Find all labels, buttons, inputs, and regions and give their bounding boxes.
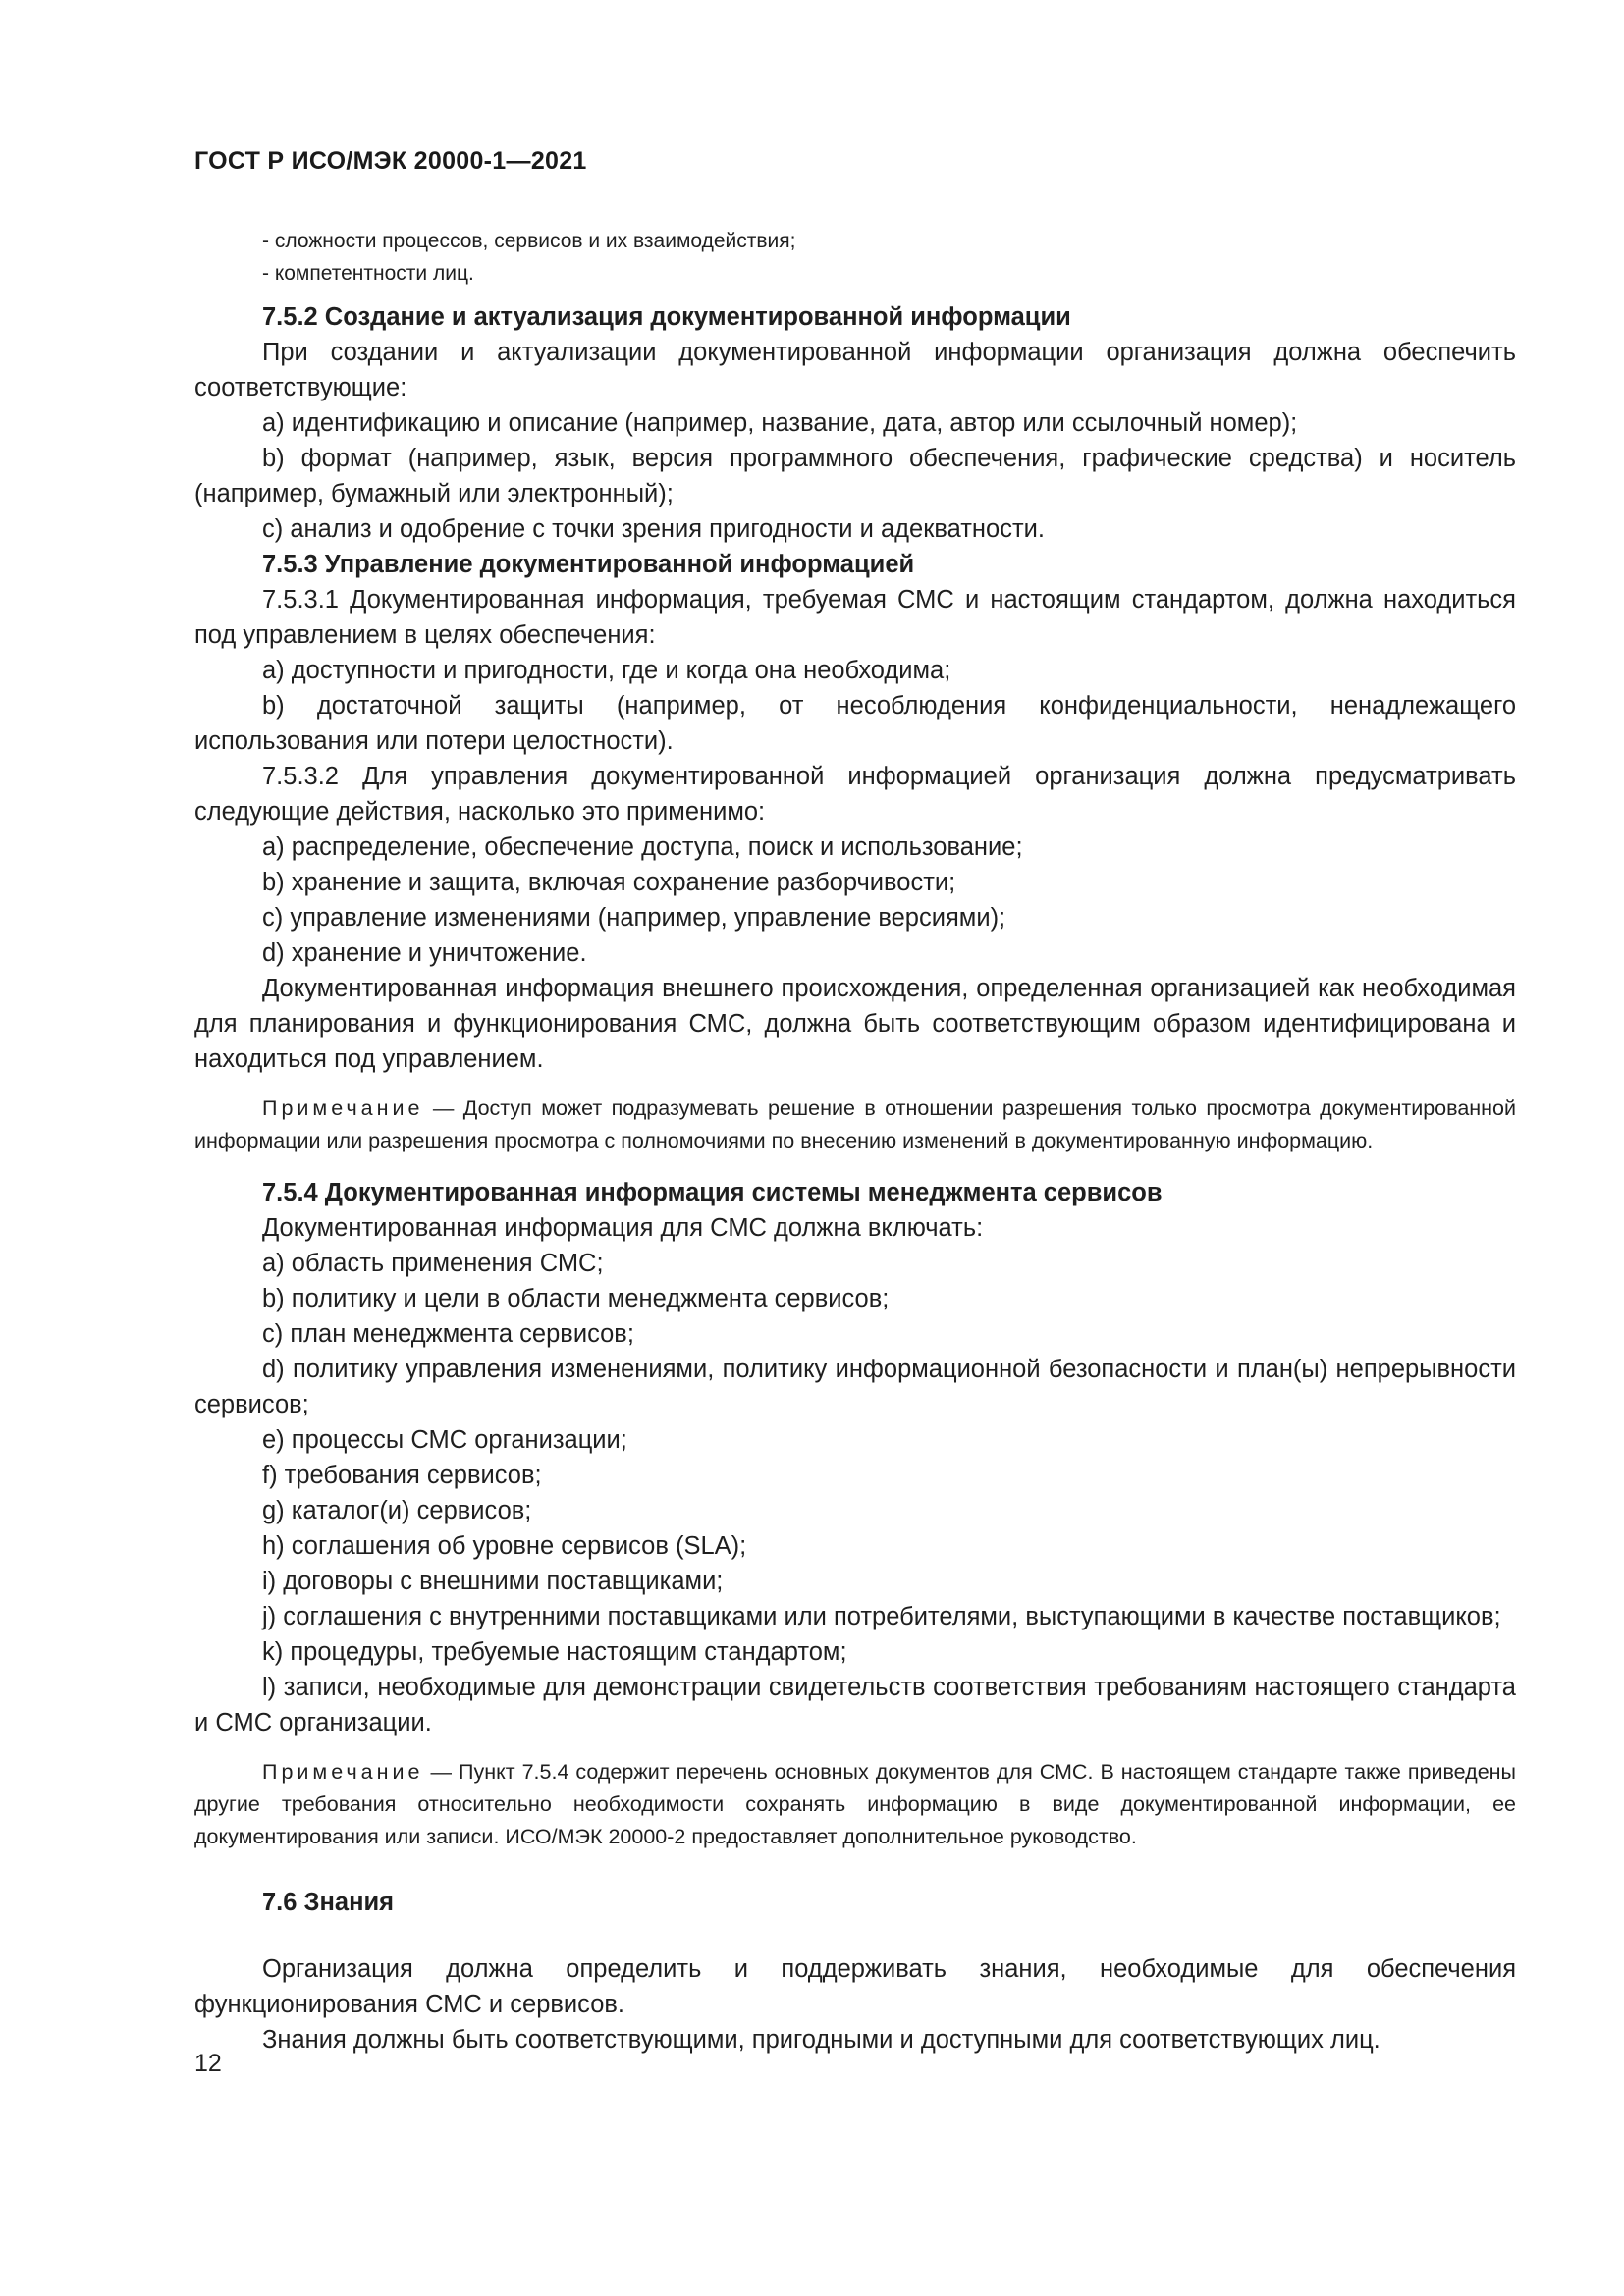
paragraph: Организация должна определить и поддерживать знания, необходимые для обеспечения функционирования СМС и сервисов.: [194, 1955, 1516, 2018]
paragraph: Документированная информация внешнего происхождения, определенная организацией как необходимая для планирования и функционирования СМС, должна быть соответствующим образом идентифицирована и находиться под управлением.: [194, 975, 1516, 1073]
list-item: c) план менеджмента сервисов;: [262, 1320, 634, 1348]
list-item: b) достаточной защиты (например, от несоблюдения конфиденциальности, ненадлежащего использования или потери целостности).: [194, 692, 1516, 755]
note-text: — Доступ может подразумевать решение в отношении разрешения только просмотра документированной информации или разрешения просмотра с полномочиями по внесению изменений в документированную информацию.: [194, 1096, 1516, 1152]
note-label: Примечание: [262, 1096, 424, 1120]
list-item: a) доступности и пригодности, где и когда она необходима;: [262, 657, 951, 684]
list-item: a) область применения СМС;: [262, 1250, 604, 1277]
list-item: b) политику и цели в области менеджмента сервисов;: [262, 1285, 890, 1312]
list-item: h) соглашения об уровне сервисов (SLA);: [262, 1532, 747, 1560]
list-item: d) политику управления изменениями, политику информационной безопасности и план(ы) непрерывности сервисов;: [194, 1356, 1516, 1418]
list-item: b) хранение и защита, включая сохранение разборчивости;: [262, 869, 956, 896]
paragraph: Документированная информация для СМС должна включать:: [262, 1214, 984, 1242]
list-item: - сложности процессов, сервисов и их взаимодействия;: [262, 230, 796, 252]
section-heading-7-6: 7.6 Знания: [262, 1889, 395, 1916]
list-item: a) распределение, обеспечение доступа, поиск и использование;: [262, 833, 1023, 861]
list-item: d) хранение и уничтожение.: [262, 939, 587, 967]
list-item: a) идентификацию и описание (например, название, дата, автор или ссылочный номер);: [262, 409, 1298, 437]
list-item: - компетентности лиц.: [262, 262, 474, 285]
list-item: c) управление изменениями (например, управление версиями);: [262, 904, 1006, 932]
list-item: f) требования сервисов;: [262, 1462, 542, 1489]
document-header: ГОСТ Р ИСО/МЭК 20000-1—2021: [194, 147, 587, 175]
section-heading-7-5-4: 7.5.4 Документированная информация системы менеджмента сервисов: [262, 1179, 1163, 1206]
list-item: j) соглашения с внутренними поставщиками или потребителями, выступающими в качестве поставщиков;: [262, 1603, 1501, 1630]
note-label: Примечание: [262, 1760, 424, 1784]
list-item: c) анализ и одобрение с точки зрения пригодности и адекватности.: [262, 515, 1045, 543]
list-item: g) каталог(и) сервисов;: [262, 1497, 532, 1524]
section-heading-7-5-2: 7.5.2 Создание и актуализация документированной информации: [262, 303, 1071, 331]
list-item: i) договоры с внешними поставщиками;: [262, 1568, 724, 1595]
list-item: k) процедуры, требуемые настоящим стандартом;: [262, 1638, 847, 1666]
paragraph: 7.5.3.1 Документированная информация, требуемая СМС и настоящим стандартом, должна находиться под управлением в целях обеспечения:: [194, 586, 1516, 649]
list-item: e) процессы СМС организации;: [262, 1426, 627, 1454]
paragraph: Знания должны быть соответствующими, пригодными и доступными для соответствующих лиц.: [262, 2026, 1380, 2054]
document-page: [194, 147, 1516, 2057]
section-heading-7-5-3: 7.5.3 Управление документированной информацией: [262, 551, 915, 578]
list-item: l) записи, необходимые для демонстрации свидетельств соответствия требованиям настоящего стандарта и СМС организации.: [194, 1674, 1516, 1736]
note: [194, 1756, 1516, 1853]
paragraph: 7.5.3.2 Для управления документированной информацией организация должна предусматривать следующие действия, насколько это применимо:: [194, 763, 1516, 826]
page-number: 12: [194, 2050, 222, 2077]
list-item: b) формат (например, язык, версия программного обеспечения, графические средства) и носитель (например, бумажный или электронный);: [194, 445, 1516, 507]
note: [194, 1093, 1516, 1157]
note-text: — Пункт 7.5.4 содержит перечень основных документов для СМС. В настоящем стандарте также приведены другие требования относительно необходимости сохранять информацию в виде документированной информации, ее документирования или записи. ИСО/МЭК 20000-2 предоставляет дополнительное руководство.: [194, 1760, 1516, 1848]
paragraph: При создании и актуализации документированной информации организация должна обеспечить соответствующие:: [194, 339, 1516, 401]
